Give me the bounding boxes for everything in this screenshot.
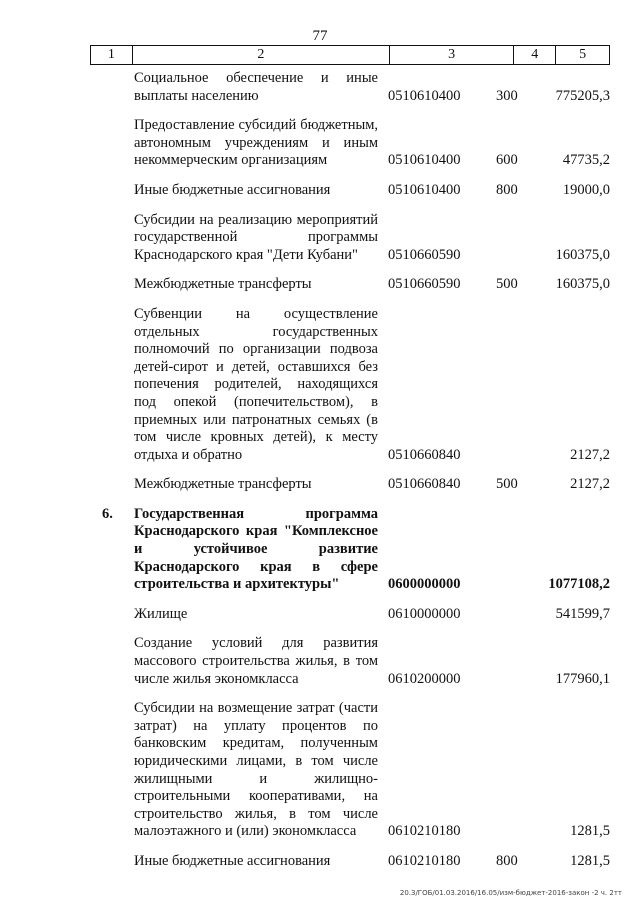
row-number	[90, 212, 134, 265]
row-amount: 541599,7	[555, 605, 610, 622]
row-number	[90, 70, 134, 105]
row-name: Создание условий для развития массового строительства жилья, в том числе жилья экономкласса	[134, 635, 378, 687]
table-row	[90, 853, 610, 871]
row-number	[90, 606, 134, 624]
table-row	[90, 506, 610, 594]
row-number	[90, 276, 134, 294]
row-expense-type: 300	[496, 87, 518, 104]
table-row	[90, 70, 610, 105]
row-name: Межбюджетные трансферты	[134, 276, 312, 293]
row-name: Субсидии на реализацию мероприятий государственной программы Краснодарского края "Дети Кубани"	[134, 211, 378, 263]
row-name: Субсидии на возмещение затрат (части затрат) на уплату процентов по банковским кредитам, полученным юридическими лицами, в том числе жилищными и жилищно-строительными кооперативами, на строительство жилья, в том числе малоэтажного и (или) экономкласса	[134, 700, 378, 840]
document-footer: 20.3/ГОБ/01.03.2016/16.05/изм-бюджет-2016-закон -2 ч. 2тт	[399, 889, 622, 897]
row-code: 0610210180	[388, 823, 461, 840]
table-header	[90, 45, 610, 65]
table-row	[90, 476, 610, 494]
row-expense-type: 500	[496, 476, 518, 493]
header-col-3: 3	[390, 46, 515, 64]
header-col-2: 2	[133, 46, 390, 64]
table-row	[90, 117, 610, 170]
row-code: 0510660590	[388, 246, 461, 263]
row-expense-type: 600	[496, 152, 518, 169]
table-row	[90, 182, 610, 200]
row-number	[90, 700, 134, 841]
row-code: 0510660840	[388, 476, 461, 493]
row-amount: 2127,2	[570, 446, 610, 463]
table-row	[90, 700, 610, 841]
row-code: 0510610400	[388, 181, 461, 198]
row-amount: 775205,3	[555, 87, 610, 104]
row-amount: 19000,0	[562, 181, 610, 198]
row-name: Предоставление субсидий бюджетным, автономным учреждениям и иным некоммерческим организациям	[134, 117, 378, 169]
row-code: 0510610400	[388, 87, 461, 104]
row-amount: 160375,0	[555, 276, 610, 293]
row-number	[90, 117, 134, 170]
row-name: Иные бюджетные ассигнования	[134, 181, 331, 198]
header-col-1: 1	[91, 46, 133, 64]
row-number	[90, 635, 134, 688]
row-name: Государственная программа Краснодарского края "Комплексное и устойчивое развитие Краснодарского края в сфере строительства и архитектуры"	[134, 505, 378, 593]
table-row	[90, 276, 610, 294]
row-name: Субвенции на осуществление отдельных государственных полномочий по организации подвоза детей-сирот и детей, оставшихся без попечения родителей, находящихся под опекой (попечительством), в приемных или патронатных семьях (в том числе кровных детей), к месту отдыха и обратно	[134, 305, 378, 463]
table-row	[90, 306, 610, 464]
row-name: Иные бюджетные ассигнования	[134, 852, 331, 869]
row-number	[90, 853, 134, 871]
row-name: Межбюджетные трансферты	[134, 476, 312, 493]
row-code: 0610210180	[388, 852, 461, 869]
table-row	[90, 606, 610, 624]
row-amount: 160375,0	[555, 246, 610, 263]
row-expense-type: 500	[496, 276, 518, 293]
row-code: 0510610400	[388, 152, 461, 169]
table-row	[90, 212, 610, 265]
row-name: Социальное обеспечение и иные выплаты населению	[134, 70, 378, 104]
row-name: Жилище	[134, 605, 188, 622]
table-body	[90, 70, 610, 883]
header-col-5: 5	[579, 47, 587, 62]
row-number	[90, 182, 134, 200]
row-expense-type: 800	[496, 181, 518, 198]
row-code: 0510660840	[388, 446, 461, 463]
row-code: 0610200000	[388, 670, 461, 687]
table-row	[90, 635, 610, 688]
row-code: 0610000000	[388, 605, 461, 622]
row-amount: 2127,2	[570, 476, 610, 493]
row-expense-type: 800	[496, 852, 518, 869]
row-amount: 1077108,2	[548, 576, 610, 593]
row-code: 0600000000	[388, 576, 461, 593]
row-number	[90, 306, 134, 464]
header-col-4: 4	[514, 46, 556, 64]
row-number: 6.	[102, 505, 113, 522]
page-number: 77	[312, 28, 328, 44]
row-amount: 1281,5	[570, 852, 610, 869]
row-amount: 47735,2	[562, 152, 610, 169]
row-code: 0510660590	[388, 276, 461, 293]
row-amount: 1281,5	[570, 823, 610, 840]
row-number	[90, 476, 134, 494]
row-amount: 177960,1	[555, 670, 610, 687]
